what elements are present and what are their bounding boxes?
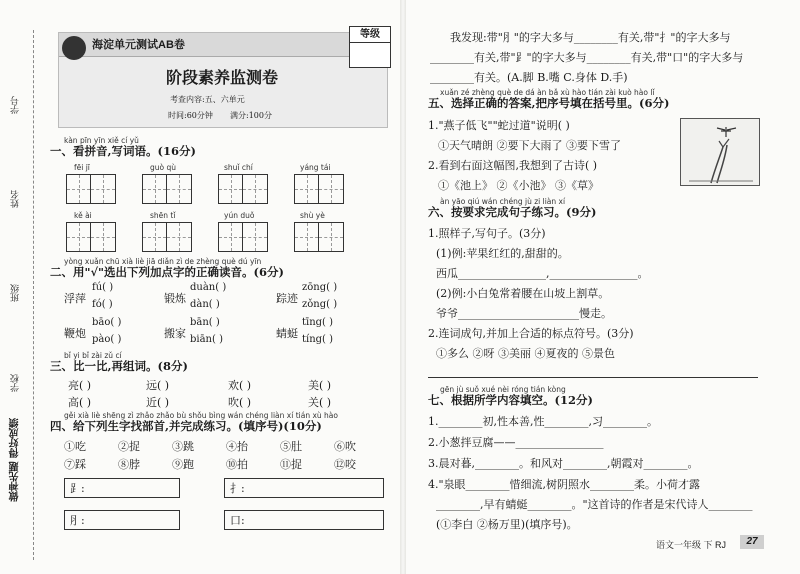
- q7-pinyin: gēn jù suǒ xué nèi róng tián kòng: [440, 385, 566, 394]
- q3-pinyin: bǐ yi bǐ zài zǔ cí: [64, 351, 122, 360]
- q1-word-5: kě ài: [74, 211, 92, 220]
- q3-item[interactable]: 高( ): [68, 396, 92, 409]
- side-slogan: 做神先题 得好成绩: [10, 418, 21, 502]
- q1-word-8: shù yè: [300, 211, 325, 220]
- q4-char: ⑫咬: [334, 458, 356, 471]
- q3-item[interactable]: 美( ): [308, 379, 332, 392]
- q1-word-2: guò qù: [150, 163, 177, 172]
- q6-example-2: (2)例:小白兔常着腰在山坡上割草。: [436, 287, 610, 300]
- page-number: 27: [740, 535, 764, 549]
- q6-words: ①多么 ②呀 ③美丽 ④夏夜的 ⑤景色: [436, 347, 615, 360]
- q2-option[interactable]: zōng( ): [302, 282, 338, 293]
- q7-item-4b[interactable]: ________,早有蜻蜓________。"这首诗的作者是宋代诗人________: [436, 498, 753, 511]
- q5-options-1[interactable]: ①天气晴朗 ②要下大雨了 ③要下雪了: [438, 139, 621, 152]
- dragonfly-lotus-image: [680, 118, 760, 186]
- answer-box-4[interactable]: [224, 510, 384, 530]
- writing-grid[interactable]: [66, 174, 116, 204]
- side-label-xingming: 姓名: [11, 190, 21, 208]
- q2-option[interactable]: bāo( ): [92, 317, 122, 328]
- writing-grid[interactable]: [142, 174, 192, 204]
- radical-label-4: 口:: [230, 514, 245, 527]
- q4-title: 四、给下列生字找部首,并完成练习。(填序号)(10分): [50, 419, 322, 433]
- q2-word-6: 蜻蜓: [276, 327, 298, 340]
- side-strip: [0, 0, 44, 574]
- q2-option[interactable]: tíng( ): [302, 334, 334, 345]
- q2-word-5: 搬家: [164, 327, 186, 340]
- answer-box-2[interactable]: [224, 478, 384, 498]
- discovery-line-1: 我发现:带"⺼"的字大多与________有关,带"扌"的字大多与: [450, 31, 731, 44]
- discovery-line-3: ________有关。(A.脚 B.嘴 C.身体 D.手): [430, 71, 628, 84]
- writing-grid[interactable]: [142, 222, 192, 252]
- q2-title: 二、用"√"选出下列加点字的正确读音。(6分): [50, 265, 284, 279]
- q7-item-4[interactable]: 4."泉眼________惜细流,树阴照水________柔。小荷才露: [428, 478, 701, 491]
- q2-pinyin: yòng xuǎn chū xià liè jiā diǎn zì de zhèng què dú yīn: [64, 257, 262, 266]
- q4-char: ⑧脖: [118, 458, 140, 471]
- q4-char: ④抬: [226, 440, 248, 453]
- q6-example-1: (1)例:苹果红红的,甜甜的。: [436, 247, 569, 260]
- q2-option[interactable]: zǒng( ): [302, 299, 338, 310]
- q4-char: ⑦踩: [64, 458, 86, 471]
- q2-word-2: 锻炼: [164, 292, 186, 305]
- q6-answer-line[interactable]: [428, 368, 758, 378]
- q3-item[interactable]: 欢( ): [228, 379, 252, 392]
- q4-char: ⑩拍: [226, 458, 248, 471]
- q1-word-1: fēi jī: [74, 163, 90, 172]
- q6-title: 六、按要求完成句子练习。(9分): [428, 205, 597, 219]
- exam-scope: 考查内容:五、六单元: [170, 95, 245, 104]
- q1-word-4: yáng tái: [300, 163, 331, 172]
- q2-option[interactable]: biān( ): [190, 334, 223, 345]
- writing-grid[interactable]: [218, 174, 268, 204]
- q3-item[interactable]: 亮( ): [68, 379, 92, 392]
- grade-box: [349, 26, 391, 68]
- q6-pinyin: àn yāo qiú wán chéng jù zi liàn xí: [440, 197, 566, 206]
- q4-pinyin: gěi xià liè shēng zì zhǎo zhǎo bù shǒu bìng wán chéng liàn xí tián xù hào: [64, 411, 338, 420]
- side-label-banji: 班级: [11, 284, 21, 302]
- q5-options-2[interactable]: ①《池上》 ②《小池》 ③《草》: [438, 179, 599, 192]
- q4-char: ①吃: [64, 440, 86, 453]
- q6-item-2: 2.连词成句,并加上合适的标点符号。(3分): [428, 327, 634, 340]
- publisher-logo: [62, 36, 86, 60]
- q2-option[interactable]: duàn( ): [190, 282, 227, 293]
- q7-item-3[interactable]: 3.晨对暮,________。和风对________,朝霞对________。: [428, 457, 699, 470]
- grade-label: 等级: [350, 27, 390, 43]
- q2-option[interactable]: bān( ): [190, 317, 220, 328]
- q4-char: ③跳: [172, 440, 194, 453]
- side-label-xuexiao: 学校: [11, 374, 21, 392]
- q3-title: 三、比一比,再组词。(8分): [50, 359, 188, 373]
- brand-title: 海淀单元测试AB卷: [92, 39, 185, 51]
- q4-char: ⑪捉: [280, 458, 302, 471]
- q2-option[interactable]: tīng( ): [302, 317, 334, 328]
- q7-item-1[interactable]: 1.________初,性本善,性________,习________。: [428, 415, 658, 428]
- q6-answer-2[interactable]: 爷爷______________________慢走。: [436, 307, 612, 320]
- page-title: 阶段素养监测卷: [166, 68, 279, 87]
- q1-word-3: shuǐ chí: [224, 163, 253, 172]
- q2-option[interactable]: fó( ): [92, 299, 113, 310]
- writing-grid[interactable]: [66, 222, 116, 252]
- q2-word-1: 浮萍: [64, 292, 86, 305]
- discovery-line-2: ________有关,带"⻊"的字大多与________有关,带"口"的字大多与: [430, 51, 744, 64]
- footer-label: 语文一年级 下 RJ: [656, 540, 727, 550]
- q3-item[interactable]: 吹( ): [228, 396, 252, 409]
- radical-label-2: 扌:: [230, 482, 245, 495]
- q3-item[interactable]: 近( ): [146, 396, 170, 409]
- q5-title: 五、选择正确的答案,把序号填在括号里。(6分): [428, 96, 670, 110]
- exam-score: 满分:100分: [230, 111, 272, 120]
- q1-pinyin: kàn pīn yīn xiě cí yǔ: [64, 136, 139, 145]
- q5-question-1: 1."燕子低飞""蛇过道"说明( ): [428, 119, 570, 132]
- radical-label-1: ⻊:: [70, 482, 85, 495]
- q6-item-1: 1.照样子,写句子。(3分): [428, 227, 546, 240]
- exam-time: 时间:60分钟: [168, 111, 213, 120]
- q7-item-2[interactable]: 2.小葱拌豆腐——________________: [428, 436, 604, 449]
- q5-pinyin: xuǎn zé zhèng què de dá àn bǎ xù hào tián zài kuò hào lǐ: [440, 88, 655, 97]
- q1-word-7: yún duǒ: [224, 211, 255, 220]
- q7-item-4c: (①李白 ②杨万里)(填序号)。: [436, 518, 578, 531]
- q3-item[interactable]: 远( ): [146, 379, 170, 392]
- writing-grid[interactable]: [294, 222, 344, 252]
- q2-word-4: 鞭炮: [64, 327, 86, 340]
- q6-answer-1[interactable]: 西瓜________________,________________。: [436, 267, 649, 280]
- radical-label-3: ⺼:: [70, 514, 85, 527]
- writing-grid[interactable]: [218, 222, 268, 252]
- q2-option[interactable]: pào( ): [92, 334, 122, 345]
- q2-option[interactable]: fú( ): [92, 282, 114, 293]
- q4-char: ⑨跑: [172, 458, 194, 471]
- q2-option[interactable]: dàn( ): [190, 299, 220, 310]
- q3-item[interactable]: 关( ): [308, 396, 332, 409]
- q4-char: ⑥吹: [334, 440, 356, 453]
- page-fold: [400, 0, 406, 574]
- q1-word-6: shēn tǐ: [150, 211, 176, 220]
- q2-word-3: 踪迹: [276, 292, 298, 305]
- cut-line: [33, 30, 34, 560]
- q5-question-2: 2.看到右面这幅图,我想到了古诗( ): [428, 159, 598, 172]
- q4-char: ②捉: [118, 440, 140, 453]
- writing-grid[interactable]: [294, 174, 344, 204]
- q7-title: 七、根据所学内容填空。(12分): [428, 393, 593, 407]
- q4-char: ⑤肚: [280, 440, 302, 453]
- q1-title: 一、看拼音,写词语。(16分): [50, 144, 196, 158]
- side-label-xuehao: 学号: [11, 96, 21, 114]
